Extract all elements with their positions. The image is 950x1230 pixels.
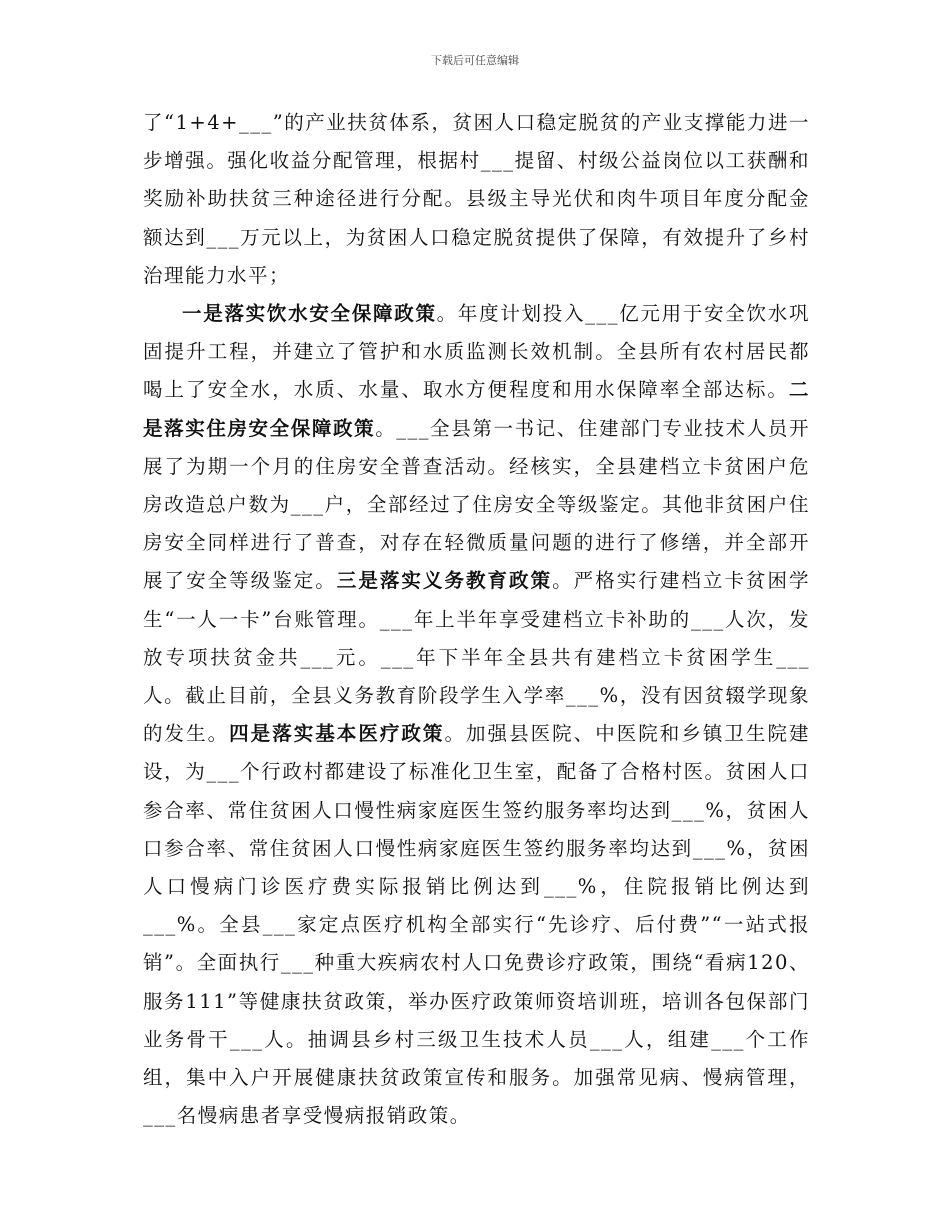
text-run: 。加强县医院、中医院和乡镇卫生院建设，为___个行政村都建设了标准化卫生室，配备了合格村医。贫困人口参合率、常住贫困人口慢性病家庭医生签约服务率均达到___%，贫困人口参合率、常住贫困人口慢性病家庭医生签约服务率均达到___%，贫困人口慢病门诊医疗费实际报销比例达到___%，住院报销比例达到___%。全县___家定点医疗机构全部实行“先诊疗、后付费”“一站式报销”。全面执行___种重大疾病农村人口免费诊疗政策，围绕“看病120、服务111”等健康扶贫政策，举办医疗政策师资培训班，培训各包保部门业务骨干___人。抽调县乡村三级卫生技术人员___人，组建___个工作组，集中入户开展健康扶贫政策宣传和服务。加强常见病、慢病管理，___名慢病患者享受慢病报销政策。 [143, 722, 810, 1128]
page-header: 下载后可任意编辑 [431, 54, 519, 67]
paragraph [143, 295, 810, 1135]
document-body [143, 104, 810, 1135]
text-run: 。___全县第一书记、住建部门专业技术人员开展了为期一个月的住房安全普查活动。经核实，全县建档立卡贫困户危房改造总户数为___户，全部经过了住房安全等级鉴定。其他非贫困户住房安全同样进行了普查，对存在轻微质量问题的进行了修缮，并全部开展了安全等级鉴定。 [143, 416, 810, 593]
section-heading-water-safety: 一是落实饮水安全保障政策 [182, 302, 437, 326]
section-heading-compulsory-education: 三是落实义务教育政策 [336, 569, 553, 593]
section-heading-basic-medical: 四是落实基本医疗政策 [229, 722, 445, 746]
text-run: 。年度计划投入___亿元用于安全饮水巩固提升工程，并建立了管护和水质监测长效机制。全县所有农村居民都喝上了安全水，水质、水量、取水方便程度和用水保障率全部达标。 [143, 302, 810, 402]
paragraph [143, 104, 810, 295]
section-heading-housing-safety: 二是落实住房安全保障政策 [143, 378, 810, 440]
text-run: 。严格实行建档立卡贫困学生“一人一卡”台账管理。___年上半年享受建档立卡补助的___人次，发放专项扶贫金共___元。___年下半年全县共有建档立卡贫困学生___人。截止目前，全县义务教育阶段学生入学率___%，没有因贫辍学现象的发生。 [143, 569, 810, 746]
text-run: 了“1+4+___”的产业扶贫体系，贫困人口稳定脱贫的产业支撑能力进一步增强。强化收益分配管理，根据村___提留、村级公益岗位以工获酬和奖励补助扶贫三种途径进行分配。县级主导光伏和肉牛项目年度分配金额达到___万元以上，为贫困人口稳定脱贫提供了保障，有效提升了乡村治理能力水平； [143, 111, 810, 287]
